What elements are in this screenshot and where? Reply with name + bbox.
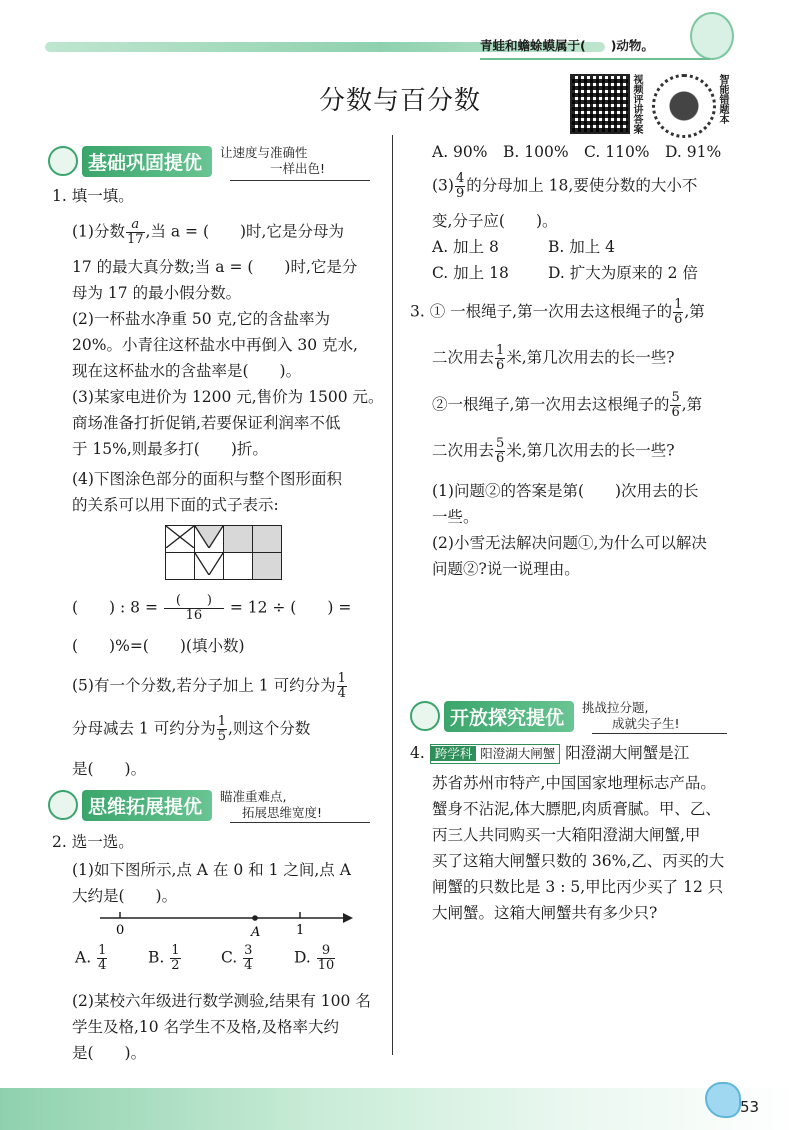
q1-p2-line3: 现在这杯盐水的含盐率是( )。 (72, 362, 302, 380)
frac-num: 1 (171, 943, 180, 958)
q1-p1-line2: 17 的最大真分数;当 a = ( )时,它是分 (72, 258, 358, 276)
option-b[interactable] (148, 944, 221, 973)
frac-den: 17 (126, 232, 144, 247)
satellite-icon (410, 701, 440, 731)
q4-line3: 蟹身不沾泥,体大膘肥,肉质膏腻。甲、乙、 (432, 800, 721, 818)
frac-num: 5 (671, 390, 680, 405)
q3-p2-line2: 问题②?说一说理由。 (432, 560, 580, 578)
slogan-line-2: 一样出色! (270, 161, 326, 176)
q3-line4 (432, 437, 675, 466)
frac-den: 6 (674, 312, 683, 327)
number-line (95, 908, 355, 942)
grid-cell (166, 553, 195, 580)
q3-p1-line2: 一些。 (432, 508, 479, 526)
q3-l4-b: 米,第几次用去的长一些? (506, 441, 675, 460)
slogan-line-1: 让速度与准确性 (220, 145, 308, 160)
fraction (170, 944, 180, 973)
q2-opt3-b: B. 加上 4 (548, 238, 616, 256)
fraction (164, 594, 224, 623)
option-a[interactable] (75, 944, 148, 973)
fraction (670, 391, 680, 420)
frac-den: 4 (337, 686, 346, 701)
frac-den: 5 (217, 729, 226, 744)
banner-rule (230, 180, 370, 181)
q3-l3-a: ②一根绳子,第一次用去这根绳子的 (432, 395, 670, 414)
fraction (337, 672, 347, 701)
tag-category: 跨学科 (431, 746, 477, 761)
q1-p3-line2: 商场准备打折促销,若要保证利润率不低 (72, 414, 341, 432)
fraction (673, 298, 683, 327)
v-line-icon (195, 553, 223, 575)
q2-p2-line1: (2)某校六年级进行数学测验,结果有 100 名 (72, 992, 371, 1010)
point-a (252, 915, 258, 921)
seal-label: 智能错题本 (717, 74, 728, 124)
frac-den: 16 (185, 608, 203, 623)
q2-p1-line2: 大约是( )。 (72, 887, 178, 905)
option-letter: A. (75, 948, 92, 967)
tick-label-a: A (251, 925, 261, 940)
q1-p1-b: ,当 a = ( )时,它是分母为 (145, 222, 344, 241)
frac-den: 9 (455, 186, 465, 201)
section-basic-slogan (220, 145, 325, 177)
q1-p5-line2 (72, 715, 310, 744)
shaded-grid-figure (165, 525, 282, 580)
fraction (97, 944, 107, 973)
target-icon (48, 146, 78, 176)
header-tip-text: 青蛙和蟾蜍蟆属于( )动物。 (480, 38, 654, 53)
option-d[interactable] (294, 944, 367, 973)
q1-p5-c: ,则这个分数 (228, 719, 311, 738)
frac-num: ( ) (164, 594, 224, 609)
q2-p2-line3: 是( )。 (72, 1044, 147, 1062)
frac-den: 6 (671, 405, 680, 420)
q1-p5-b: 分母减去 1 可约分为 (72, 719, 216, 738)
tag-topic: 阳澄湖大闸蟹 (480, 746, 556, 761)
q4-line7: 大闸蟹。这箱大闸蟹共有多少只? (432, 904, 658, 922)
grid-cell-shaded (253, 526, 282, 553)
grid-cell (195, 526, 224, 553)
frac-num: 1 (496, 343, 505, 358)
option-c[interactable] (221, 944, 294, 973)
q1-p1-line1 (72, 218, 344, 247)
q2-p3-line2: 变,分子应( )。 (432, 212, 558, 230)
grid-cell-shaded (253, 553, 282, 580)
fraction (217, 715, 227, 744)
frac-den: 4 (244, 958, 253, 973)
page-number: 53 (740, 1098, 760, 1116)
grid-cell-x (166, 526, 195, 553)
page-title: 分数与百分数 (318, 86, 481, 116)
cross-diagonal-icon (166, 526, 194, 548)
slogan-line-2: 拓展思维宽度! (242, 805, 323, 820)
fraction (317, 944, 336, 973)
q3-p1-line1: (1)问题②的答案是第( )次用去的长 (432, 482, 699, 500)
q2-p1-line1: (1)如下图所示,点 A 在 0 和 1 之间,点 A (72, 861, 351, 879)
fraction (243, 944, 253, 973)
q1-p4-line2: 的关系可以用下面的式子表示: (72, 496, 279, 514)
slogan-line-1: 瞄准重难点, (220, 789, 287, 804)
option-letter: C. (221, 948, 238, 967)
grid-cell (195, 553, 224, 580)
eq1-a: ( ) : 8 = (72, 598, 158, 617)
q1-p2-line1: (2)一杯盐水净重 50 克,它的含盐率为 (72, 310, 330, 328)
section-open-slogan (582, 700, 680, 732)
frac-den: 4 (98, 958, 107, 973)
q3-p2-line1: (2)小雪无法解决问题①,为什么可以解决 (432, 534, 707, 552)
q2-title: 2. 选一选。 (52, 833, 134, 851)
frac-num: a (126, 218, 145, 233)
frac-num: 5 (496, 436, 505, 451)
fraction (495, 344, 505, 373)
q2-opt3-c: C. 加上 18 (432, 264, 509, 282)
q1-p4-eq2: ( )%=( )(填小数) (72, 637, 245, 655)
section-open-label: 开放探究提优 (444, 701, 574, 732)
q2-opt3-d: D. 扩大为原来的 2 倍 (548, 264, 698, 282)
q3-line3 (432, 391, 702, 420)
q4-line1 (410, 740, 689, 767)
frac-num: 1 (98, 943, 107, 958)
grid-cell-shaded (224, 526, 253, 553)
slogan-line-2: 成就尖子生! (612, 716, 680, 731)
section-thinking-banner (48, 791, 322, 819)
section-thinking-slogan (220, 789, 322, 821)
q1-p1-a: (1)分数 (72, 222, 125, 241)
frac-num: 1 (674, 297, 683, 312)
fraction (126, 218, 145, 247)
q3-l2-a: 二次用去 (432, 348, 495, 367)
q3-line2 (432, 344, 675, 373)
q1-p3-line1: (3)某家电进价为 1200 元,售价为 1500 元。 (72, 388, 384, 406)
q2-p3-line1 (432, 172, 697, 201)
q1-p5-line1 (72, 672, 348, 701)
q1-p2-line2: 20%。小青往这杯盐水中再倒入 30 克水, (72, 336, 358, 354)
eq1-b: = 12 ÷ ( ) = (229, 598, 352, 617)
q1-p3-line3: 于 15%,则最多打( )折。 (72, 440, 268, 458)
tick-label-0: 0 (116, 923, 125, 938)
q3-l1-b: ,第 (684, 302, 705, 321)
tick-label-1: 1 (296, 923, 305, 938)
banner-rule (230, 822, 370, 823)
section-basic-banner (48, 147, 325, 175)
q4-line2: 苏省苏州市特产,中国国家地理标志产品。 (432, 774, 716, 792)
dolphin-icon (705, 1082, 741, 1118)
grid-cell (224, 553, 253, 580)
q1-title: 1. 填一填。 (52, 187, 134, 205)
q2-p3-a: (3) (432, 176, 454, 195)
slogan-line-1: 挑战拉分题, (582, 700, 649, 715)
section-basic-label: 基础巩固提优 (82, 146, 212, 177)
q4-line4: 丙三人共同购买一大箱阳澄湖大闸蟹,甲 (432, 826, 701, 844)
q3-l4-a: 二次用去 (432, 441, 495, 460)
section-thinking-label: 思维拓展提优 (82, 790, 212, 821)
triangle-shade-icon (195, 526, 223, 548)
q3-l2-b: 米,第几次用去的长一些? (506, 348, 675, 367)
section-open-banner (410, 702, 680, 730)
q2-p2-line2: 学生及格,10 名学生不及格,及格率大约 (72, 1018, 340, 1036)
q2-options-2: A. 90% B. 100% C. 110% D. 91% (432, 143, 722, 161)
option-letter: B. (148, 948, 165, 967)
frac-num: 1 (217, 714, 226, 729)
column-divider (392, 135, 393, 1055)
fraction (455, 172, 465, 201)
q4-number: 4. (410, 744, 425, 762)
frac-den: 6 (496, 451, 505, 466)
ufo-icon (48, 790, 78, 820)
q3-line1 (410, 298, 705, 327)
frac-num: 9 (317, 944, 336, 959)
frac-den: 10 (317, 958, 335, 973)
frac-den: 2 (171, 958, 180, 973)
q2-options-1 (75, 944, 367, 973)
cross-subject-tag (430, 744, 561, 764)
qr-label: 视频评讲答案 (631, 74, 642, 134)
q1-p4-eq1 (72, 594, 351, 623)
frac-num: 1 (337, 671, 346, 686)
footer-band (0, 1088, 800, 1130)
q4-line5: 买了这箱大闸蟹只数的 36%,乙、丙买的大 (432, 852, 725, 870)
q1-p1-line3: 母为 17 的最小假分数。 (72, 284, 242, 302)
smart-seal-icon[interactable] (652, 74, 716, 138)
option-letter: D. (294, 948, 311, 967)
q4-line6: 闸蟹的只数比是 3 : 5,甲比丙少买了 12 只 (432, 878, 724, 896)
qr-code-icon[interactable] (570, 74, 630, 134)
q3-l1-a: 3. ① 一根绳子,第一次用去这根绳子的 (410, 302, 673, 321)
q1-p4-line1: (4)下图涂色部分的面积与整个图形面积 (72, 470, 342, 488)
q2-opt3-a: A. 加上 8 (432, 238, 499, 256)
q1-p5-line3: 是( )。 (72, 760, 147, 778)
q2-p3-b: 的分母加上 18,要使分数的大小不 (466, 176, 698, 195)
banner-rule (592, 733, 727, 734)
q1-p5-a: (5)有一个分数,若分子加上 1 可约分为 (72, 676, 336, 695)
frac-num: 3 (244, 943, 253, 958)
frac-num: 4 (455, 171, 465, 186)
header-tip (480, 36, 710, 60)
fraction (495, 437, 505, 466)
q4-l1: 阳澄湖大闸蟹是江 (565, 744, 690, 762)
q3-l3-b: ,第 (681, 395, 703, 414)
frac-den: 6 (496, 358, 505, 373)
